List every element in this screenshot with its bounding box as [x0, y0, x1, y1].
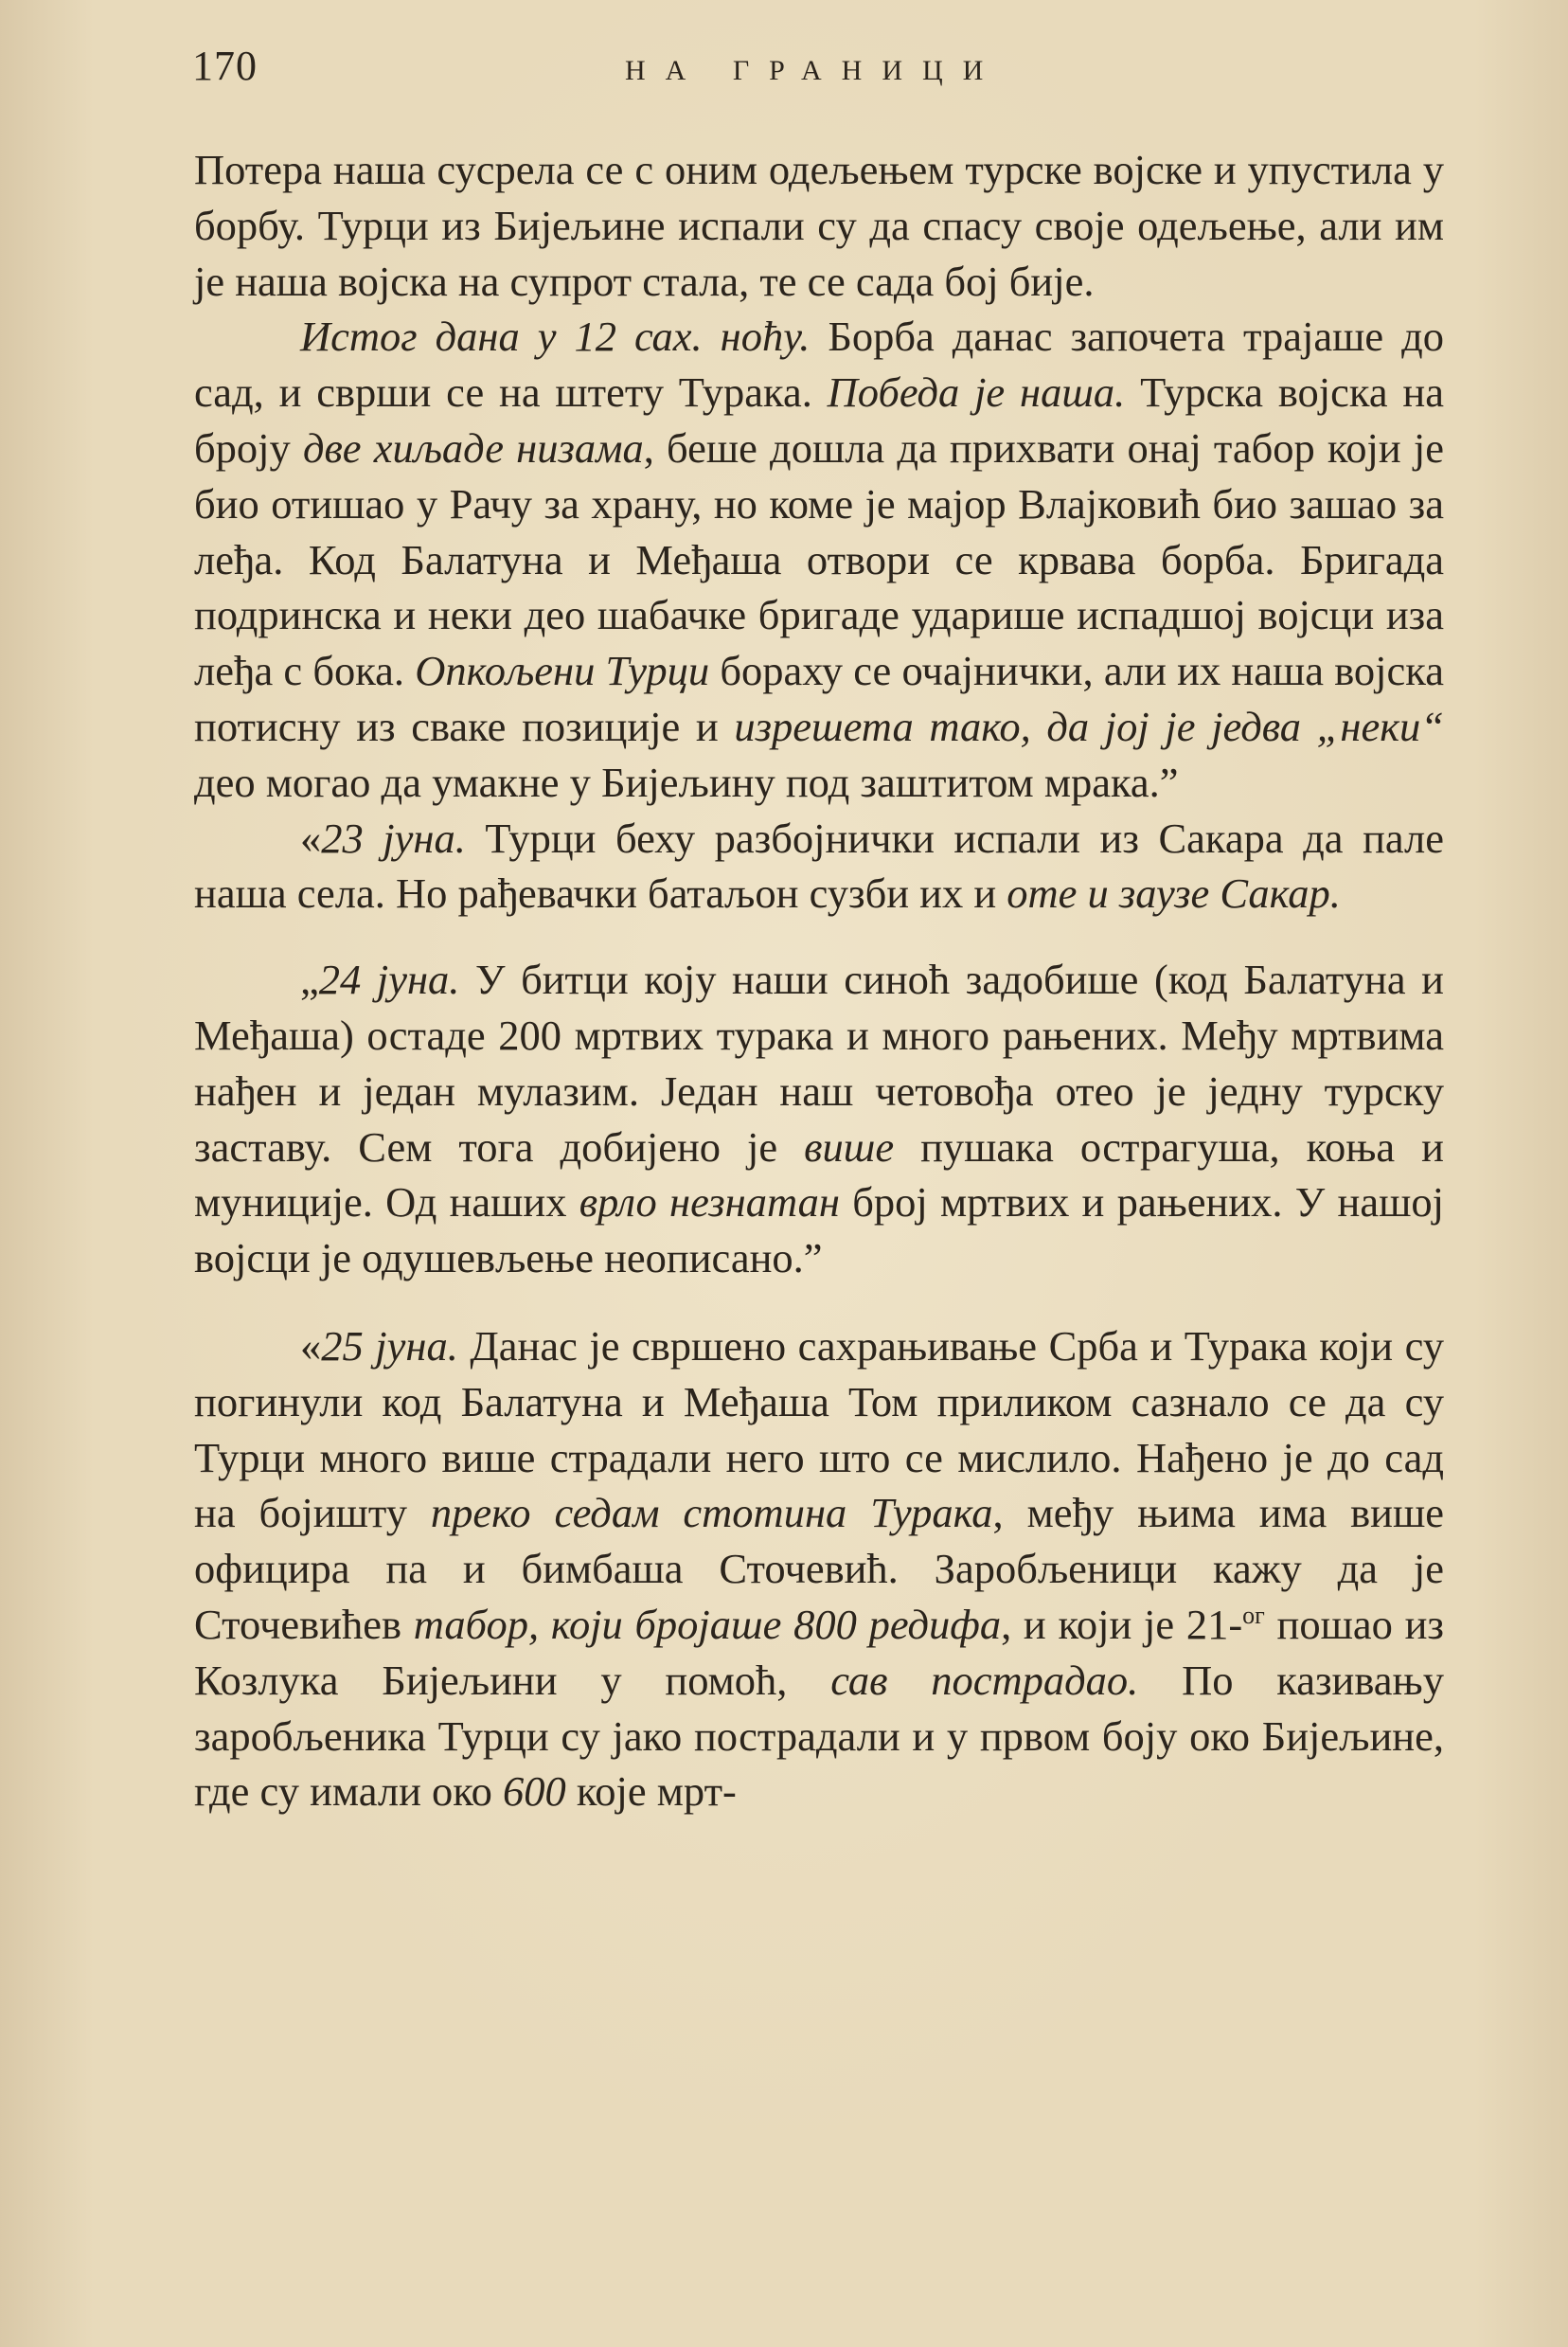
text-segment: Турска војска на броју — [194, 368, 1444, 472]
text-segment: Данас је свршено сахрањивање Срба и Турака који су погинули код Балатуна и Међаша Том приликом сазнало се да су Турци много више страдали него што се мислило. Нађено је до сад на бојишту — [194, 1321, 1444, 1537]
text-segment: које мрт- — [565, 1767, 737, 1816]
italic-segment: Истог дана у 12 сах. ноћу. — [300, 313, 811, 361]
text-segment: , и који је 21- — [1001, 1600, 1243, 1648]
paragraph-3 — [194, 811, 1444, 923]
text-segment: , беше дошла да прихвати онај табор који је био отишао у Рачу за храну, но коме је мајор Влајковић био зашао за леђа. Код Балатуна и Међаша отвори се крвава борба. Бригада подринска и неки део шабачке бригаде ударише испадшој војсци иза леђа с бока. — [194, 423, 1444, 695]
text-segment: Потера наша сусрела се с оним одељењем турске војске и упустила у борбу. Турци из Бијељине испали су да спасу своје одељење, али им је наша војска на супрот стала, те се сада бој бије. — [194, 146, 1444, 305]
italic-segment: више — [804, 1122, 895, 1171]
text-segment: бораху се очајнички, али их наша војска потисну из сваке позиције и — [194, 647, 1444, 750]
paragraph-5 — [194, 1318, 1444, 1819]
text-segment: пошао из Козлука Бијељини у помоћ, — [194, 1600, 1444, 1704]
italic-segment: две хиљаде низама — [302, 423, 644, 472]
text-segment: Борба данас започета трајаше до сад, и сврши се на штету Турака. — [194, 313, 1444, 417]
italic-segment: 23 јуна. — [321, 814, 466, 862]
italic-segment: оте и заузе Сакар. — [1007, 869, 1341, 918]
text-segment: У битци коју наши синоћ задобише (код Балатуна и Међаша) остаде 200 мртвих турака и много рањених. Међу мртвима нађен и један мулазим. Један наш четовођа отео је једну турску заставу. Сем тога добијено је — [194, 956, 1444, 1171]
text-segment: « — [300, 1321, 322, 1370]
text-segment: број мртвих и рањених. У нашој војсци је одушевљење неописано.” — [194, 1178, 1444, 1282]
italic-segment: сав пострадао. — [830, 1656, 1139, 1704]
text-segment: По казивању заробљеника Турци су јако пострадали и у првом боју око Бијељине, где су имали око — [194, 1656, 1444, 1816]
italic-segment: 25 јуна. — [321, 1321, 458, 1370]
paragraph-2 — [194, 309, 1444, 810]
italic-segment: изрешета тако, да јој је једва „неки“ — [734, 702, 1445, 750]
text-segment: , међу њима има више официра па и бимбаша Сточевић. Заробљеници кажу да је Сточевићев — [194, 1489, 1444, 1648]
italic-segment: 600 — [503, 1767, 566, 1816]
paragraph-4 — [194, 952, 1444, 1286]
page-number: 170 — [192, 43, 258, 89]
running-head: НА ГРАНИЦИ — [625, 55, 1004, 86]
text-segment: део могао да умакне у Бијељину под заштитом мрака.” — [194, 758, 1179, 806]
italic-segment: Опкољени Турци — [415, 647, 710, 695]
paragraph-1 — [194, 142, 1444, 309]
text-segment: « — [300, 814, 322, 862]
text-segment: Турци беху разбојнички испали из Сакара да пале наша села. Но рађевачки батаљон сузби их и — [194, 814, 1444, 918]
italic-segment: Победа је наша. — [827, 368, 1126, 417]
body-text — [194, 142, 1444, 1819]
text-segment: пушака острагуша, коња и муниције. Од наших — [194, 1122, 1445, 1227]
italic-segment: табор, који бројаше 800 редифа — [413, 1600, 1002, 1648]
superscript-segment: ог — [1242, 1602, 1265, 1630]
text-segment: „ — [300, 956, 319, 1004]
italic-segment: врло незнатан — [579, 1178, 840, 1227]
italic-segment: 24 јуна. — [318, 956, 460, 1004]
italic-segment: преко седам стотина Турака — [430, 1489, 993, 1537]
